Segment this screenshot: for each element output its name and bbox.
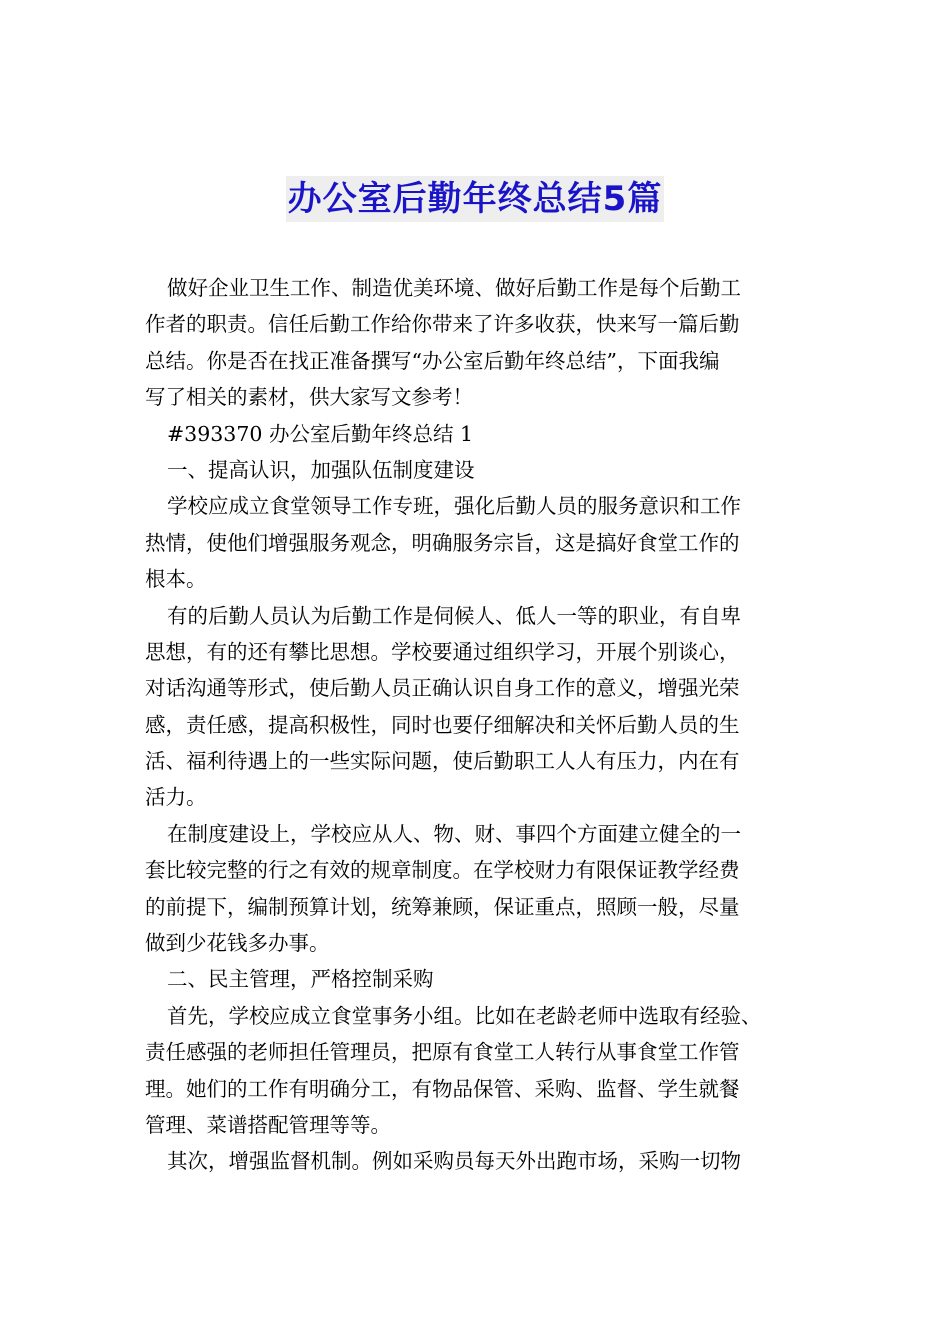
text-line: 首先，学校应成立食堂事务小组。比如在老龄老师中选取有经验、 xyxy=(167,1003,762,1028)
text-line: 写了相关的素材，供大家写文参考！ xyxy=(145,385,473,410)
text-line: #393370 办公室后勤年终总结 1 xyxy=(167,421,474,446)
text-line: 活、福利待遇上的一些实际问题，使后勤职工人人有压力，内在有 xyxy=(145,749,740,774)
text-line: 在制度建设上，学校应从人、物、财、事四个方面建立健全的一 xyxy=(167,821,741,846)
text-line: 其次，增强监督机制。例如采购员每天外出跑市场，采购一切物 xyxy=(167,1149,741,1174)
text-line: 做好企业卫生工作、制造优美环境、做好后勤工作是每个后勤工 xyxy=(167,276,741,300)
text-line: 套比较完整的行之有效的规章制度。在学校财力有限保证教学经费 xyxy=(145,858,740,883)
text-line: 热情，使他们增强服务观念，明确服务宗旨，这是搞好食堂工作的 xyxy=(145,530,740,555)
text-line: 活力。 xyxy=(145,785,207,810)
text-line: 责任感强的老师担任管理员，把原有食堂工人转行从事食堂工作管 xyxy=(145,1040,740,1065)
text-line: 作者的职责。信任后勤工作给你带来了许多收获，快来写一篇后勤 xyxy=(145,312,740,337)
text-line: 理。她们的工作有明确分工，有物品保管、采购、监督、学生就餐 xyxy=(145,1076,740,1101)
text-line: 感，责任感，提高积极性，同时也要仔细解决和关怀后勤人员的生 xyxy=(145,712,740,737)
text-line: 二、民主管理，严格控制采购 xyxy=(167,967,434,992)
text-line: 有的后勤人员认为后勤工作是伺候人、低人一等的职业，有自卑 xyxy=(167,603,741,628)
text-line: 思想，有的还有攀比思想。学校要通过组织学习，开展个别谈心， xyxy=(145,639,740,664)
text-line: 学校应成立食堂领导工作专班，强化后勤人员的服务意识和工作 xyxy=(167,494,741,519)
text-line: 根本。 xyxy=(145,567,207,592)
document-body xyxy=(145,270,810,1180)
text-line: 一、提高认识，加强队伍制度建设 xyxy=(167,457,475,482)
text-line: 做到少花钱多办事。 xyxy=(145,931,330,956)
title-container xyxy=(0,176,950,222)
text-line: 总结。你是否在找正准备撰写“办公室后勤年终总结”，下面我编 xyxy=(145,348,720,373)
text-line: 管理、菜谱搭配管理等等。 xyxy=(145,1112,391,1137)
text-line: 对话沟通等形式，使后勤人员正确认识自身工作的意义，增强光荣 xyxy=(145,676,740,701)
text-line: 的前提下，编制预算计划，统筹兼顾，保证重点，照顾一般，尽量 xyxy=(145,894,740,919)
document-title: 办公室后勤年终总结5篇 xyxy=(286,176,665,222)
